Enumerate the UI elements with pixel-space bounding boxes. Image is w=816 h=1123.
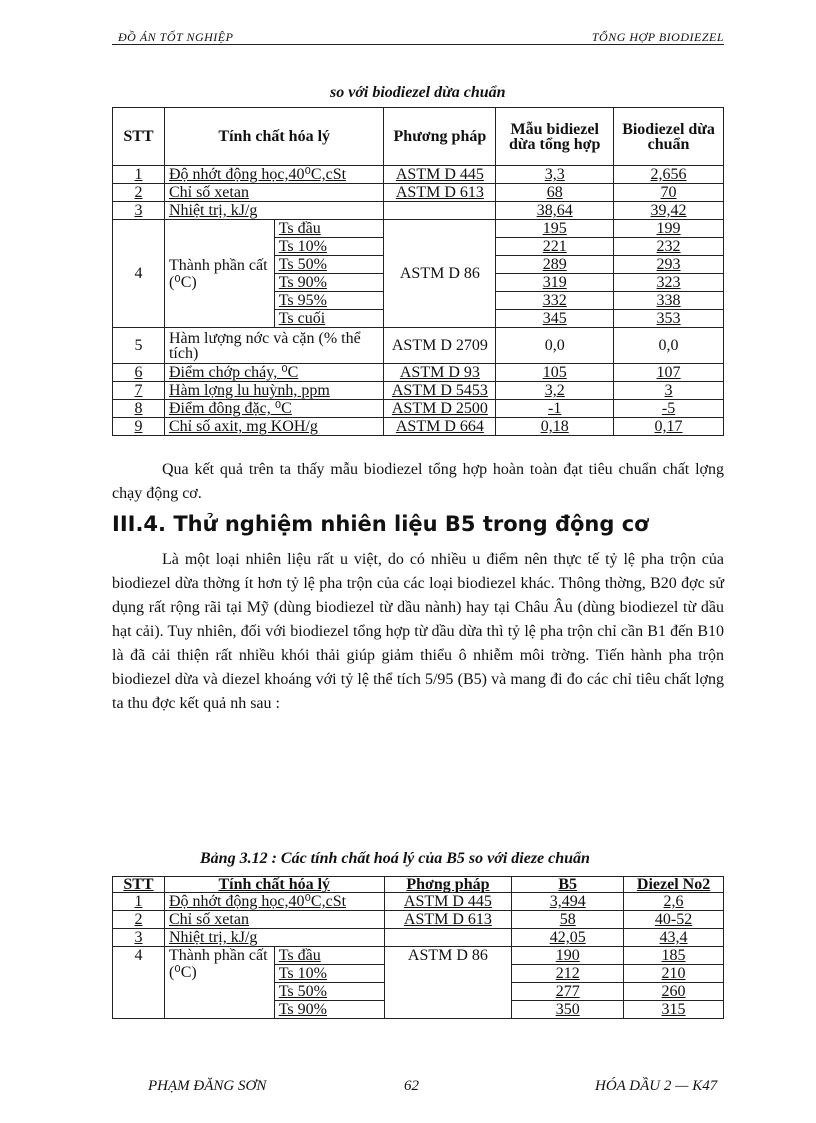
property-cell: Nhiệt trị, kJ/g — [164, 202, 384, 220]
table1-header-row — [113, 108, 724, 166]
method-cell: ASTM D 613 — [384, 184, 496, 202]
stt-cell: 1 — [113, 166, 165, 184]
sub-property-cell: Ts đầu — [274, 220, 384, 238]
stt-cell: 1 — [113, 893, 165, 911]
stt-cell: 8 — [113, 400, 165, 418]
sub-property-cell: Ts đầu — [274, 947, 384, 965]
value-cell: -5 — [614, 400, 724, 418]
sub-property-cell: Ts 95% — [274, 292, 384, 310]
table2 — [112, 876, 724, 1019]
value-cell: 3,494 — [512, 893, 624, 911]
method-cell: ASTM D 5453 — [384, 382, 496, 400]
table-row — [113, 364, 724, 382]
table-row — [113, 947, 724, 965]
value-cell: 345 — [496, 310, 614, 328]
table1-header-sample: Mẫu bidiezel dừa tổng hợp — [496, 108, 614, 166]
stt-cell: 4 — [113, 947, 165, 1019]
property-cell: Nhiệt trị, kJ/g — [164, 929, 384, 947]
table-row — [113, 220, 724, 238]
value-cell: -1 — [496, 400, 614, 418]
sub-property-cell: Ts 50% — [274, 256, 384, 274]
property-cell: Hàm lượng nớc và cặn (% thể tích) — [164, 328, 384, 364]
method-cell: ASTM D 2500 — [384, 400, 496, 418]
value-cell: 3,2 — [496, 382, 614, 400]
table-row — [113, 166, 724, 184]
sub-property-cell: Ts 10% — [274, 965, 384, 983]
value-cell: 332 — [496, 292, 614, 310]
property-cell: Điểm chớp cháy, ⁰C — [164, 364, 384, 382]
value-cell: 68 — [496, 184, 614, 202]
table-row — [113, 328, 724, 364]
property-cell: Chỉ số xetan — [164, 184, 384, 202]
table1-header-stt: STT — [113, 108, 165, 166]
method-cell: ASTM D 93 — [384, 364, 496, 382]
sub-property-cell: Ts 90% — [274, 274, 384, 292]
body-text: Là một loại nhiên liệu rất u việt, do có nhiều u điểm nên thực tế tỷ lệ pha trộn của biodiezel dừa thờng ít hơn tỷ lệ pha trộn của các loại biodiezel khác. Thông thờng, B20 đợc sử dụng rất rộng rãi tại Mỹ (dùng biodiezel từ dầu nành) hay tại Châu Âu (dùng biodiezel từ dầu hạt cải). Tuy nhiên, đối với biodiezel tổng hợp từ dầu dừa thì tỷ lệ pha trộn chỉ cần B1 đến B10 là đã cải thiện rất nhiều khói thải giúp giảm thiểu ô nhiễm môi trờng. Tiến hành pha trộn biodiezel dừa và diezel khoáng với tỷ lệ thể tích 5/95 (B5) và mang đi đo các chỉ tiêu chất lợng ta thu đợc kết quả nh sau : — [112, 551, 724, 712]
value-cell: 289 — [496, 256, 614, 274]
value-cell: 199 — [614, 220, 724, 238]
table1-header-method: Phương pháp — [384, 108, 496, 166]
value-cell: 70 — [614, 184, 724, 202]
stt-cell: 9 — [113, 418, 165, 436]
value-cell: 323 — [614, 274, 724, 292]
property-cell: Hàm lợng lu huỳnh, ppm — [164, 382, 384, 400]
table1-caption: so với biodiezel dừa chuẩn — [330, 84, 506, 101]
stt-cell: 7 — [113, 382, 165, 400]
method-cell — [384, 929, 512, 947]
value-cell: 107 — [614, 364, 724, 382]
value-cell: 210 — [624, 965, 724, 983]
value-cell: 58 — [512, 911, 624, 929]
table2-header-prop: Tính chất hóa lý — [164, 877, 384, 893]
method-cell: ASTM D 445 — [384, 893, 512, 911]
value-cell: 195 — [496, 220, 614, 238]
table-row — [113, 893, 724, 911]
value-cell: 0,18 — [496, 418, 614, 436]
property-cell: Độ nhớt động học,40⁰C,cSt — [164, 166, 384, 184]
value-cell: 40-52 — [624, 911, 724, 929]
value-cell: 42,05 — [512, 929, 624, 947]
conclusion-text: Qua kết quả trên ta thấy mẫu biodiezel tổng hợp hoàn toàn đạt tiêu chuẩn chất lợng chạy động cơ. — [112, 461, 724, 502]
property-cell: Thành phần cất (⁰C) — [164, 220, 274, 328]
value-cell: 319 — [496, 274, 614, 292]
value-cell: 43,4 — [624, 929, 724, 947]
table1 — [112, 107, 724, 436]
stt-cell: 6 — [113, 364, 165, 382]
footer-class: HÓA DẦU 2 — K47 — [595, 1078, 718, 1094]
value-cell: 2,6 — [624, 893, 724, 911]
table-row — [113, 202, 724, 220]
table-row — [113, 911, 724, 929]
value-cell: 315 — [624, 1001, 724, 1019]
value-cell: 353 — [614, 310, 724, 328]
table2-caption: Bảng 3.12 : Các tính chất hoá lý của B5 so với dieze chuẩn — [200, 850, 590, 867]
value-cell: 105 — [496, 364, 614, 382]
property-cell: Thành phần cất (⁰C) — [164, 947, 274, 1019]
stt-cell: 3 — [113, 202, 165, 220]
header-right: TỔNG HỢP BIODIEZEL — [591, 30, 724, 44]
value-cell: 350 — [512, 1001, 624, 1019]
value-cell: 3,3 — [496, 166, 614, 184]
value-cell: 38,64 — [496, 202, 614, 220]
value-cell: 293 — [614, 256, 724, 274]
property-cell: Chỉ số axit, mg KOH/g — [164, 418, 384, 436]
property-cell: Độ nhớt động học,40⁰C,cSt — [164, 893, 384, 911]
value-cell: 39,42 — [614, 202, 724, 220]
footer-page-number: 62 — [404, 1078, 419, 1094]
table2-header-diesel: Diezel No2 — [624, 877, 724, 893]
value-cell: 185 — [624, 947, 724, 965]
sub-property-cell: Ts 90% — [274, 1001, 384, 1019]
method-cell: ASTM D 86 — [384, 947, 512, 1019]
stt-cell: 2 — [113, 911, 165, 929]
stt-cell: 5 — [113, 328, 165, 364]
value-cell: 0,17 — [614, 418, 724, 436]
value-cell: 260 — [624, 983, 724, 1001]
value-cell: 0,0 — [496, 328, 614, 364]
sub-property-cell: Ts cuối — [274, 310, 384, 328]
section-heading: III.4. Thử nghiệm nhiên liệu B5 trong động cơ — [112, 512, 649, 536]
header-left: ĐỒ ÁN TỐT NGHIỆP — [118, 30, 234, 44]
table2-header-b5: B5 — [512, 877, 624, 893]
table-row — [113, 382, 724, 400]
method-cell: ASTM D 86 — [384, 220, 496, 328]
conclusion-paragraph — [112, 458, 724, 506]
table-row — [113, 184, 724, 202]
value-cell: 0,0 — [614, 328, 724, 364]
value-cell: 190 — [512, 947, 624, 965]
method-cell: ASTM D 445 — [384, 166, 496, 184]
table-row — [113, 418, 724, 436]
method-cell: ASTM D 2709 — [384, 328, 496, 364]
page-header — [112, 28, 724, 45]
table2-header-method: Phơng pháp — [384, 877, 512, 893]
value-cell: 2,656 — [614, 166, 724, 184]
table2-header-row — [113, 877, 724, 893]
value-cell: 232 — [614, 238, 724, 256]
stt-cell: 3 — [113, 929, 165, 947]
method-cell — [384, 202, 496, 220]
value-cell: 3 — [614, 382, 724, 400]
footer-author: PHẠM ĐĂNG SƠN — [148, 1078, 267, 1094]
property-cell: Điểm đông đặc, ⁰C — [164, 400, 384, 418]
method-cell: ASTM D 664 — [384, 418, 496, 436]
sub-property-cell: Ts 10% — [274, 238, 384, 256]
table-row — [113, 400, 724, 418]
value-cell: 277 — [512, 983, 624, 1001]
stt-cell: 4 — [113, 220, 165, 328]
method-cell: ASTM D 613 — [384, 911, 512, 929]
table-row — [113, 929, 724, 947]
table1-header-prop: Tính chất hóa lý — [164, 108, 384, 166]
sub-property-cell: Ts 50% — [274, 983, 384, 1001]
table1-header-std: Biodiezel dừa chuẩn — [614, 108, 724, 166]
value-cell: 221 — [496, 238, 614, 256]
property-cell: Chỉ số xetan — [164, 911, 384, 929]
value-cell: 338 — [614, 292, 724, 310]
body-paragraph — [112, 548, 724, 716]
value-cell: 212 — [512, 965, 624, 983]
table2-header-stt: STT — [113, 877, 165, 893]
stt-cell: 2 — [113, 184, 165, 202]
